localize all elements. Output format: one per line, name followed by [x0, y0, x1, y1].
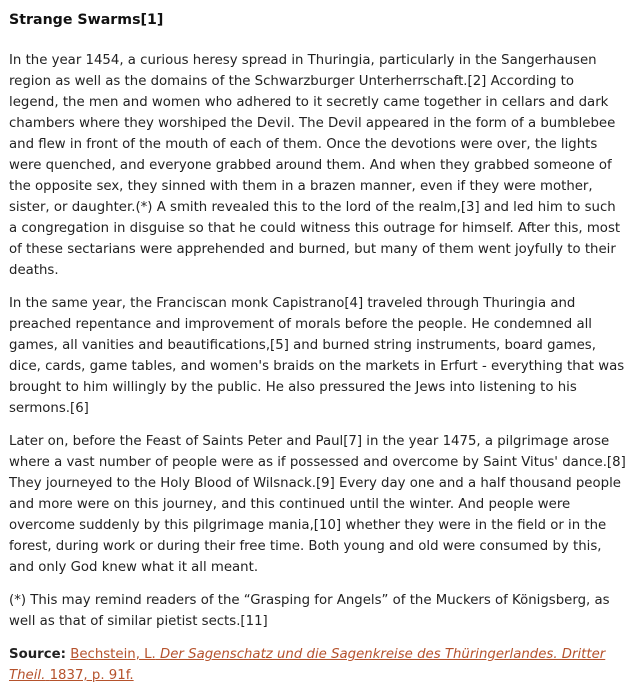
source-tail: 1837, p. 91f.: [49, 668, 134, 683]
paragraph-1: In the year 1454, a curious heresy spread in Thuringia, particularly in the Sangerhausen region as well as the domains of the Schwarzburger Unterherrschaft.[2] According to legend, the men and women who adhered to it secretly came together in cellars and dark chambers where they worshiped the Devil. The Devil appeared in the form of a bumblebee and flew in front of the mouth of each of them. Once the devotions were over, the lights were quenched, and everyone grabbed around them. And when they grabbed someone of the opposite sex, they sinned with them in a brazen manner, even if they were mother, sister, or daughter.(*) A smith revealed this to the lord of the realm,[3] and led him to such a congregation in disguise so that he could witness this outrage for himself. After this, most of these sectarians were apprehended and burned, but many of them went joyfully to their deaths.: [9, 53, 621, 278]
paragraph-3: Later on, before the Feast of Saints Peter and Paul[7] in the year 1475, a pilgrimage arose where a vast number of people were as if possessed and overcome by Saint Vitus' dance.[8] They journeyed to the Holy Blood of Wilsnack.[9] Every day one and a half thousand people and more were on this journey, and this continued until the winter. And people were overcome suddenly by this pilgrimage mania,[10] whether they were in the field or in the forest, during work or during their free time. Both young and old were consumed by this, and only God knew what it all meant.: [9, 434, 626, 575]
source-label: Source:: [9, 647, 66, 662]
source-author: Bechstein, L.: [70, 647, 156, 662]
source-title: Der Sagenschatz und die Sagenkreise des Thüringerlandes. Dritter Theil.: [9, 647, 606, 683]
footnote-paragraph: (*) This may remind readers of the “Grasping for Angels” of the Muckers of Königsberg, as well as that of similar pietist sects.[11]: [9, 593, 610, 629]
source-link[interactable]: [9, 647, 605, 683]
paragraph-2: In the same year, the Franciscan monk Capistrano[4] traveled through Thuringia and preached repentance and improvement of morals before the people. He condemned all games, all vanities and beautifications,[5] and burned string instruments, board games, dice, cards, game tables, and women's braids on the markets in Erfurt - everything that was brought to him willingly by the public. He also pressured the Jews into listening to his sermons.[6]: [9, 296, 625, 416]
source-line: [9, 644, 626, 686]
page-title: Strange Swarms[1]: [9, 12, 164, 28]
